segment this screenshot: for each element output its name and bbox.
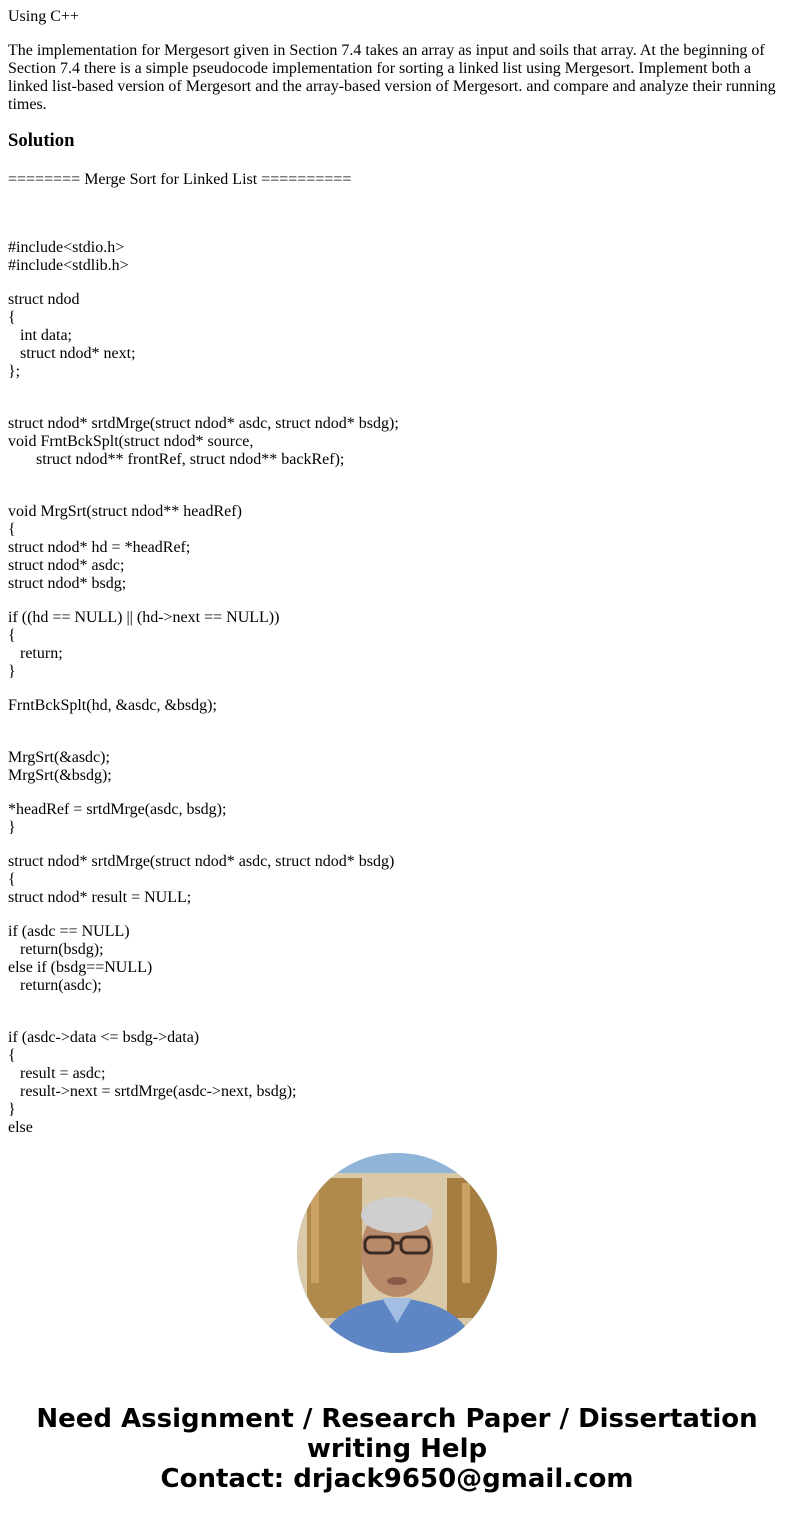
code-line: MrgSrt(&bsdg); (8, 767, 112, 784)
code-line: struct ndod** frontRef, struct ndod** backRef); (8, 451, 345, 468)
code-line: struct ndod* result = NULL; (8, 889, 192, 906)
code-gap (8, 995, 786, 1029)
code-line: return(asdc); (8, 977, 102, 994)
code-line: else if (bsdg==NULL) (8, 959, 153, 976)
code-line: return; (8, 645, 63, 662)
code-line: } (8, 1101, 16, 1118)
code-gap (8, 785, 786, 801)
code-line: } (8, 663, 16, 680)
code-listing (8, 205, 786, 1137)
code-gap (8, 681, 786, 697)
code-gap (8, 593, 786, 609)
code-gap (8, 205, 786, 239)
code-line: void FrntBckSplt(struct ndod* source, (8, 433, 254, 450)
code-gap (8, 715, 786, 749)
code-line: struct ndod* bsdg; (8, 575, 127, 592)
question-body: The implementation for Mergesort given in Section 7.4 takes an array as input and soils that array. At the beginning of Section 7.4 there is a simple pseudocode implementation for sorting a linked list using Mergesort. Implement both a linked list-based version of Mergesort and the array-based version of Mergesort. and compare and analyze their running times. (8, 42, 776, 113)
code-line: { (8, 309, 16, 326)
code-line: struct ndod* srtdMrge(struct ndod* asdc, struct ndod* bsdg); (8, 415, 399, 432)
code-line: if ((hd == NULL) || (hd->next == NULL)) (8, 609, 280, 626)
code-line: else (8, 1119, 33, 1136)
code-line: #include<stdio.h> (8, 239, 125, 256)
promo-line-2: writing Help (306, 1434, 488, 1464)
code-line: struct ndod* srtdMrge(struct ndod* asdc, struct ndod* bsdg) (8, 853, 395, 870)
code-gap (8, 275, 786, 291)
code-gap (8, 837, 786, 853)
solution-heading: Solution (8, 130, 75, 151)
code-gap (8, 469, 786, 503)
code-line: FrntBckSplt(hd, &asdc, &bsdg); (8, 697, 217, 714)
code-gap (8, 907, 786, 923)
code-line: if (asdc == NULL) (8, 923, 130, 940)
code-line: if (asdc->data <= bsdg->data) (8, 1029, 200, 1046)
code-line: { (8, 1047, 16, 1064)
code-line: void MrgSrt(struct ndod** headRef) (8, 503, 242, 520)
code-line: struct ndod* hd = *headRef; (8, 539, 191, 556)
code-line: { (8, 521, 16, 538)
code-line: result->next = srtdMrge(asdc->next, bsdg); (8, 1083, 297, 1100)
code-line: MrgSrt(&asdc); (8, 749, 110, 766)
code-line: struct ndod (8, 291, 80, 308)
code-line: #include<stdlib.h> (8, 257, 129, 274)
code-line: int data; (8, 327, 72, 344)
promo-banner (0, 1404, 794, 1494)
solution-intro: ======== Merge Sort for Linked List ========== (8, 171, 352, 188)
author-portrait-image (297, 1153, 497, 1353)
promo-line-1: Need Assignment / Research Paper / Dissertation (36, 1404, 758, 1434)
code-line: return(bsdg); (8, 941, 104, 958)
author-avatar (297, 1153, 497, 1353)
code-line: } (8, 819, 16, 836)
code-line: { (8, 627, 16, 644)
promo-contact: Contact: drjack9650@gmail.com (160, 1464, 634, 1494)
code-line: struct ndod* next; (8, 345, 136, 362)
code-line: result = asdc; (8, 1065, 106, 1082)
code-line: struct ndod* asdc; (8, 557, 125, 574)
question-title: Using C++ (8, 8, 79, 25)
document-content (8, 8, 786, 1137)
code-line: { (8, 871, 16, 888)
code-gap (8, 381, 786, 415)
code-line: *headRef = srtdMrge(asdc, bsdg); (8, 801, 227, 818)
code-line: }; (8, 363, 21, 380)
